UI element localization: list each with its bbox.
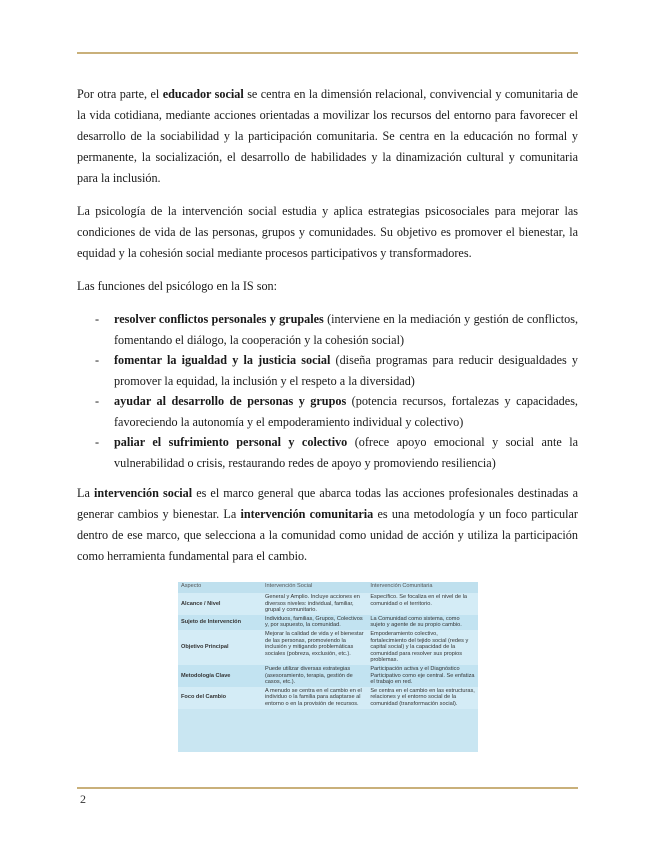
table-cell: Puede utilizar diversas estrategias (asesoramiento, terapia, gestión de casos, etc.). (262, 665, 367, 687)
table-cell: Mejorar la calidad de vida y el bienestar de las personas, promoviendo la inclusión y mitigando problemáticas sociales (pobreza, exclusión, etc.). (262, 630, 367, 665)
header-rule (77, 52, 578, 54)
paragraph-psicologia-intervencion: La psicología de la intervención social estudia y aplica estrategias psicosociales para mejorar las condiciones de vida de las personas, grupos y comunidades. Su objetivo es promover el bienestar, la equidad y la cohesión social mediante procesos participativos y transformadores. (77, 204, 578, 260)
table-row (178, 615, 478, 630)
list-item: - resolver conflictos personales y grupales (interviene en la mediación y gestión de conflictos, fomentando el diálogo, la cooperación y la cohesión social) (95, 312, 578, 347)
table-cell: Sujeto de Intervención (178, 615, 262, 630)
table-row (178, 687, 478, 709)
table-cell: La Comunidad como sistema, como sujeto y agente de su propio cambio. (367, 615, 478, 630)
table-row (178, 630, 478, 665)
functions-list (77, 309, 578, 473)
table-header-cell: Aspecto (178, 582, 262, 593)
table-cell: General y Amplio. Incluye acciones en diversos niveles: individual, familiar, grupal y comunitario. (262, 593, 367, 615)
table-cell: Objetivo Principal (178, 630, 262, 665)
table-header-cell: Intervención Social (262, 582, 367, 593)
paragraph-educador-social: Por otra parte, el educador social se centra en la dimensión relacional, convivencial y comunitaria de la vida cotidiana, mediante acciones orientadas a movilizar los recursos del entorno para favorecer el desarrollo de la sociabilidad y la participación comunitaria. Se centra en la educación no formal y permanente, la socialización, el desarrollo de habilidades y la dinamización cultural y comunitaria para la inclusión. (77, 87, 579, 185)
table-cell: Individuos, familias, Grupos, Colectivos y, por supuesto, la comunidad. (262, 615, 367, 630)
table-cell: Participación activa y el Diagnóstico Participativo como eje central. Se enfatiza el trabajo en red. (367, 665, 478, 687)
table-cell: Se centra en el cambio en las estructuras, relaciones y el entorno social de la comunidad (transformación social). (367, 687, 478, 709)
paragraph-intervencion-comunitaria: La intervención social es el marco general que abarca todas las acciones profesionales destinadas a generar cambios y bienestar. La intervención comunitaria es una metodología y un foco particular dentro de ese marco, que selecciona a la comunidad como unidad de acción y utiliza la participación como herramienta fundamental para el cambio. (77, 486, 579, 563)
table-header-cell: Intervención Comunitaria (367, 582, 478, 593)
table-cell: Metodología Clave (178, 665, 262, 687)
table-row (178, 593, 478, 615)
table-cell: Empoderamiento colectivo, fortalecimiento del tejido social (redes y capital social) y la capacidad de la comunidad para resolver sus propios problemas. (367, 630, 478, 665)
table-cell: Específico. Se focaliza en el nivel de la comunidad o el territorio. (367, 593, 478, 615)
table-cell: Alcance / Nivel (178, 593, 262, 615)
table-header-row (178, 582, 478, 593)
paragraph-funciones-intro: Las funciones del psicólogo en la IS son: (77, 279, 278, 293)
document-body (77, 84, 578, 579)
page-number: 2 (80, 792, 86, 806)
table-row (178, 665, 478, 687)
bold-term: intervención social (93, 486, 193, 500)
bold-term: educador social (162, 87, 244, 101)
list-item: - ayudar al desarrollo de personas y grupos (potencia recursos, fortalezas y capacidades, favoreciendo la autonomía y el empoderamiento individual y colectivo) (95, 394, 578, 429)
footer-rule (77, 787, 578, 789)
table-cell: A menudo se centra en el cambio en el individuo o la familia para adaptarse al entorno o en la provisión de recursos. (262, 687, 367, 709)
bold-term: intervención comunitaria (240, 507, 374, 521)
comparison-table (178, 582, 478, 709)
list-item: - paliar el sufrimiento personal y colectivo (ofrece apoyo emocional y social ante la vulnerabilidad o crisis, restaurando redes de apoyo y promoviendo resiliencia) (95, 435, 578, 470)
list-item: - fomentar la igualdad y la justicia social (diseña programas para reducir desigualdades y promover la equidad, la inclusión y el respeto a la diversidad) (95, 353, 578, 388)
table-cell: Foco del Cambio (178, 687, 262, 709)
comparison-table-image (178, 582, 478, 752)
